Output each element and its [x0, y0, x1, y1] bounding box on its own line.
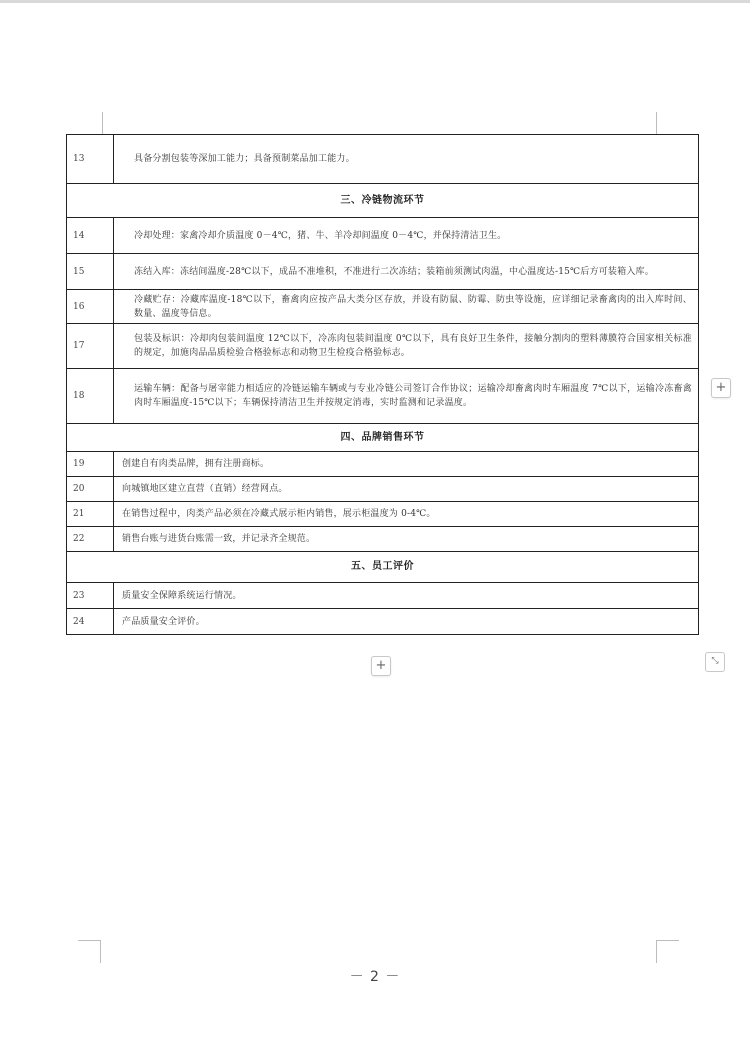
item-text[interactable]: 冻结入库：冻结间温度-28℃以下，成品不准堆积，不准进行二次冻结；装箱前须测试肉温，中心温度达-15℃后方可装箱入库。	[114, 254, 699, 290]
item-number[interactable]: 23	[67, 583, 114, 609]
table-row	[67, 218, 699, 254]
item-number[interactable]: 17	[67, 324, 114, 369]
table-row	[67, 254, 699, 290]
corner-mark-top-right	[656, 112, 679, 135]
section-row	[67, 184, 699, 218]
item-text[interactable]: 冷却处理：家禽冷却介质温度 0－4℃，猪、牛、羊冷却间温度 0－4℃，并保持清洁卫生。	[114, 218, 699, 254]
page-number: － 2 －	[349, 969, 401, 985]
add-row-button[interactable]: +	[371, 656, 391, 676]
section-row	[67, 552, 699, 583]
item-number[interactable]: 15	[67, 254, 114, 290]
page-top-border	[0, 0, 750, 3]
item-text[interactable]: 具备分割包装等深加工能力；具备预制菜品加工能力。	[114, 135, 699, 184]
item-number[interactable]: 21	[67, 502, 114, 527]
item-number[interactable]: 18	[67, 369, 114, 424]
item-number[interactable]: 16	[67, 290, 114, 324]
item-number[interactable]: 14	[67, 218, 114, 254]
table-row	[67, 583, 699, 609]
item-text[interactable]: 创建自有肉类品牌，拥有注册商标。	[114, 452, 699, 477]
item-number[interactable]: 22	[67, 527, 114, 552]
corner-mark-bottom-right	[656, 940, 679, 963]
table-row	[67, 290, 699, 324]
item-text[interactable]: 质量安全保障系统运行情况。	[114, 583, 699, 609]
item-text[interactable]: 销售台账与进货台账需一致，并记录齐全规范。	[114, 527, 699, 552]
table-row	[67, 324, 699, 369]
table-row	[67, 477, 699, 502]
section-heading[interactable]: 四、品牌销售环节	[67, 424, 699, 452]
table-row	[67, 527, 699, 552]
item-text[interactable]: 运输车辆：配备与屠宰能力相适应的冷链运输车辆或与专业冷链公司签订合作协议；运输冷却畜禽肉时车厢温度 7℃以下，运输冷冻畜禽肉时车厢温度-15℃以下；车辆保持清洁卫生并按规定消毒，实时监测和记录温度。	[114, 369, 699, 424]
item-text[interactable]: 冷藏贮存：冷藏库温度-18℃以下，畜禽肉应按产品大类分区存放，并设有防鼠、防霉、防虫等设施，应详细记录畜禽肉的出入库时间、数量、温度等信息。	[114, 290, 699, 324]
item-number[interactable]: 24	[67, 609, 114, 635]
section-row	[67, 424, 699, 452]
item-number[interactable]: 19	[67, 452, 114, 477]
table-row	[67, 369, 699, 424]
item-text[interactable]: 产品质量安全评价。	[114, 609, 699, 635]
item-text[interactable]: 向城镇地区建立直营（直销）经营网点。	[114, 477, 699, 502]
section-heading[interactable]: 五、员工评价	[67, 552, 699, 583]
table-resize-handle[interactable]: ⤡	[705, 652, 725, 672]
corner-mark-top-left	[80, 112, 103, 135]
item-text[interactable]: 包装及标识：冷却肉包装间温度 12℃以下，冷冻肉包装间温度 0℃以下，具有良好卫生条件，接触分割肉的塑料薄膜符合国家相关标准的规定，加施肉品品质检验合格验标志和动物卫生检疫合格验标志。	[114, 324, 699, 369]
table-row	[67, 502, 699, 527]
table-row	[67, 135, 699, 184]
item-text[interactable]: 在销售过程中，肉类产品必须在冷藏式展示柜内销售，展示柜温度为 0-4℃。	[114, 502, 699, 527]
item-number[interactable]: 20	[67, 477, 114, 502]
item-number[interactable]: 13	[67, 135, 114, 184]
table-row	[67, 452, 699, 477]
add-column-button[interactable]: +	[711, 378, 731, 398]
section-heading[interactable]: 三、冷链物流环节	[67, 184, 699, 218]
corner-mark-bottom-left	[78, 940, 101, 963]
criteria-table	[66, 134, 699, 635]
table-row	[67, 609, 699, 635]
